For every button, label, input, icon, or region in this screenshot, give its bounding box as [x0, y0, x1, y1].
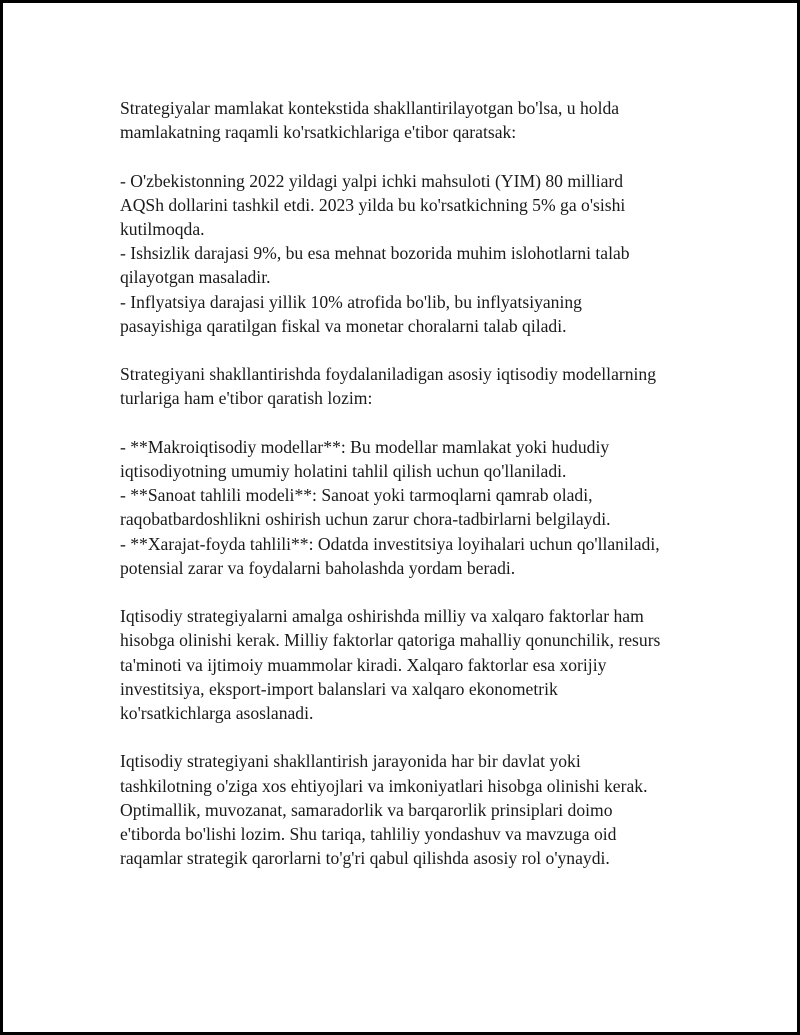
text-line: - Ishsizlik darajasi 9%, bu esa mehnat bozorida muhim islohotlarni talab [120, 243, 630, 264]
text-line: Optimallik, muvozanat, samaradorlik va barqarorlik prinsiplari doimo [120, 799, 613, 820]
text-line: tashkilotning o'ziga xos ehtiyojlari va imkoniyatlari hisobga olinishi kerak. [120, 775, 648, 796]
text-line: Strategiyani shakllantirishda foydalaniladigan asosiy iqtisodiy modellarning [120, 364, 657, 385]
text-line: pasayishiga qaratilgan fiskal va monetar choralarni talab qiladi. [120, 315, 567, 336]
text-line: mamlakatning raqamli ko'rsatkichlariga e'tibor qaratsak: [120, 122, 517, 143]
text-line: - O'zbekistonning 2022 yildagi yalpi ichki mahsuloti (YIM) 80 milliard [120, 170, 624, 191]
text-line: e'tiborda bo'lishi lozim. Shu tariqa, tahliliy yondashuv va mavzuga oid [120, 824, 617, 845]
text-line: Iqtisodiy strategiyani shakllantirish jarayonida har bir davlat yoki [120, 751, 581, 772]
text-line: Iqtisodiy strategiyalarni amalga oshirishda milliy va xalqaro faktorlar ham [120, 606, 644, 627]
text-line: - Inflyatsiya darajasi yillik 10% atrofida bo'lib, bu inflyatsiyaning [120, 291, 582, 312]
text-line: AQSh dollarini tashkil etdi. 2023 yilda bu ko'rsatkichning 5% ga o'sishi [120, 194, 626, 215]
paragraph-models-list [120, 435, 720, 580]
paragraph-models-intro [120, 362, 720, 410]
text-line: - **Sanoat tahlili modeli**: Sanoat yoki tarmoqlarni qamrab oladi, [120, 485, 593, 506]
paragraph-intro [120, 96, 720, 144]
text-line: potensial zarar va foydalarni baholashda yordam beradi. [120, 557, 516, 578]
text-line: - **Makroiqtisodiy modellar**: Bu modellar mamlakat yoki hududiy [120, 436, 610, 457]
text-line: hisobga olinishi kerak. Milliy faktorlar qatoriga mahalliy qonunchilik, resurs [120, 630, 661, 651]
text-line: raqobatbardoshlikni oshirish uchun zarur chora-tadbirlarni belgilaydi. [120, 509, 611, 530]
paragraph-indicators-list [120, 169, 720, 338]
paragraph-factors [120, 604, 720, 725]
text-line: - **Xarajat-foyda tahlili**: Odatda investitsiya loyihalari uchun qo'llaniladi, [120, 533, 660, 554]
text-line: iqtisodiyotning umumiy holatini tahlil qilish uchun qo'llaniladi. [120, 461, 567, 481]
text-line: investitsiya, eksport-import balanslari va xalqaro ekonometrik [120, 678, 558, 699]
text-line: Strategiyalar mamlakat kontekstida shakllantirilayotgan bo'lsa, u holda [120, 98, 620, 118]
text-line: kutilmoqda. [120, 219, 205, 239]
text-line: turlariga ham e'tibor qaratish lozim: [120, 388, 373, 409]
text-line: ko'rsatkichlarga asoslanadi. [120, 703, 314, 724]
text-line: qilayotgan masaladir. [120, 267, 271, 288]
text-line: ta'minoti va ijtimoiy muammolar kiradi. Xalqaro faktorlar esa xorijiy [120, 654, 607, 675]
document-body [120, 96, 720, 895]
text-line: raqamlar strategik qarorlarni to'g'ri qabul qilishda asosiy rol o'ynaydi. [120, 848, 610, 869]
paragraph-conclusion [120, 749, 720, 870]
